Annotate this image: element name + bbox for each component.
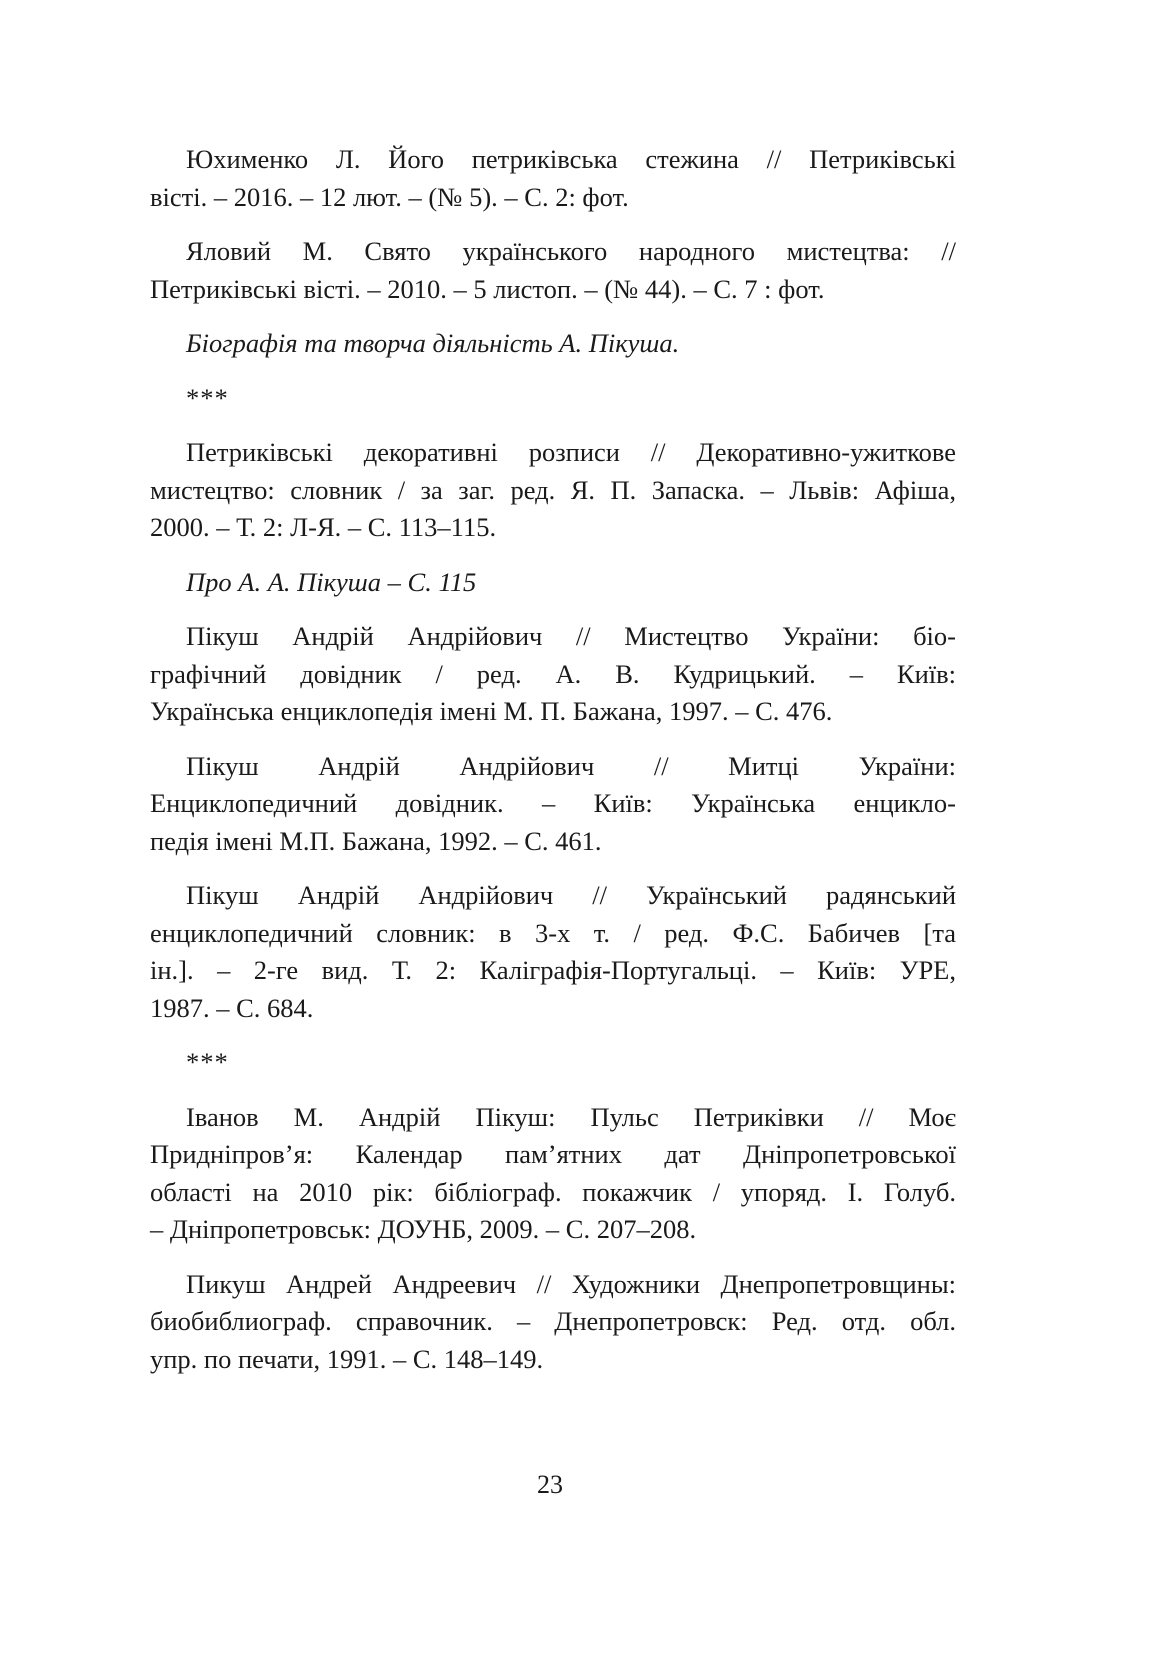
text-line: Юхименко Л. Його петриківська стежина // Петриківські xyxy=(186,144,956,174)
bibliography-entry xyxy=(150,434,956,547)
page-number: 23 xyxy=(537,1470,563,1499)
text-line: биобиблиограф. справочник. – Днепропетровск: Ред. отд. обл. xyxy=(150,1306,956,1336)
text-line: 2000. – Т. 2: Л-Я. – С. 113–115. xyxy=(150,512,497,542)
bibliography-entry xyxy=(150,141,956,216)
text-line: Петриківські вісті. – 2010. – 5 листоп. – (№ 44). – С. 7 : фот. xyxy=(150,273,825,304)
text-line: 1987. – С. 684. xyxy=(150,992,314,1023)
text-line: Пікуш Андрій Андрійович // Мистецтво України: біо- xyxy=(186,621,956,651)
text-line: області на 2010 рік: бібліограф. покажчик / упоряд. І. Голуб. xyxy=(150,1176,956,1207)
text-line: – Дніпропетровськ: ДОУНБ, 2009. – С. 207–208. xyxy=(150,1214,697,1244)
text-line: Українська енциклопедія імені М. П. Бажана, 1997. – С. 476. xyxy=(150,696,833,726)
text-line: Пікуш Андрій Андрійович // Митці України: xyxy=(186,750,956,781)
bibliography-entry xyxy=(150,748,956,861)
bibliography-entry xyxy=(150,233,956,308)
text-line: Енциклопедичний довідник. – Київ: Українська енцикло- xyxy=(150,788,956,818)
text-line: Біографія та творча діяльність А. Пікуша. xyxy=(186,328,680,358)
text-line: графічний довідник / ред. А. В. Кудрицький. – Київ: xyxy=(150,658,956,689)
text-line: Пикуш Андрей Андреевич // Художники Днепропетровщины: xyxy=(186,1268,956,1299)
text-line: Пікуш Андрій Андрійович // Український радянський xyxy=(186,880,956,910)
text-line: Придніпров’я: Календар пам’ятних дат Дніпропетровської xyxy=(150,1139,956,1169)
text-line: мистецтво: словник / за заг. ред. Я. П. Запаска. – Львів: Афіша, xyxy=(150,474,956,505)
text-line: упр. по печати, 1991. – С. 148–149. xyxy=(150,1343,544,1374)
annotation-note xyxy=(150,325,956,363)
text-line: Про А. А. Пікуша – С. 115 xyxy=(186,566,477,597)
bibliography-entry xyxy=(150,877,956,1027)
document-body xyxy=(150,141,956,1395)
bibliography-entry xyxy=(150,618,956,731)
text-line: *** xyxy=(186,382,229,413)
text-line: Яловий М. Свято українського народного мистецтва: // xyxy=(186,236,956,266)
text-line: педія імені М.П. Бажана, 1992. – С. 461. xyxy=(150,825,602,856)
text-line: Петриківські декоративні розписи // Декоративно-ужиткове xyxy=(186,437,956,467)
text-line: енциклопедичний словник: в 3-х т. / ред. Ф.С. Бабичев [та xyxy=(150,917,956,948)
bibliography-entry xyxy=(150,1099,956,1249)
text-line: *** xyxy=(186,1047,229,1077)
section-separator xyxy=(150,380,956,418)
text-line: вісті. – 2016. – 12 лют. – (№ 5). – С. 2: фот. xyxy=(150,181,629,212)
text-line: ін.]. – 2-ге вид. Т. 2: Каліграфія-Португальці. – Київ: УРЕ, xyxy=(150,955,956,985)
section-separator xyxy=(150,1044,956,1082)
bibliography-entry xyxy=(150,1266,956,1379)
text-line: Іванов М. Андрій Пікуш: Пульс Петриківки // Моє xyxy=(186,1101,956,1132)
annotation-note xyxy=(150,564,956,602)
